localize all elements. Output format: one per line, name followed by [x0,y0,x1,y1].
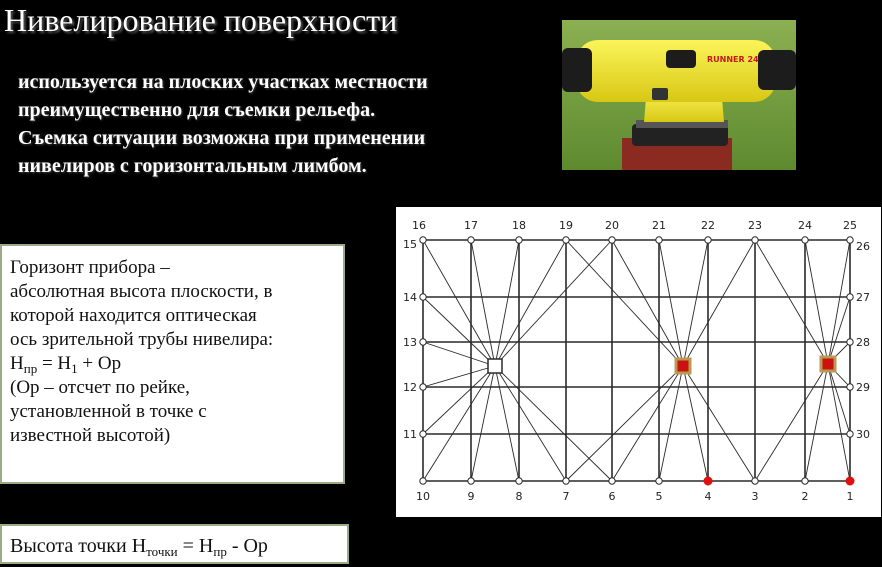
point-label: 11 [403,428,417,441]
point-label: 16 [412,219,426,232]
survey-point [656,237,662,243]
point-label: 18 [512,219,526,232]
sight-ray [659,366,683,481]
point-label: 15 [403,238,417,251]
point-label: 6 [608,490,616,503]
definition-line-4: ось зрительной трубы нивелира: [10,329,274,350]
survey-point [563,478,569,484]
sight-ray [683,366,755,481]
instrument-station-3 [821,357,835,371]
leveling-grid-diagram [396,207,881,517]
survey-point [802,237,808,243]
point-label: 3 [751,490,759,503]
intro-line-4: нивелиров с горизонтальным лимбом. [18,155,367,177]
survey-point [847,294,853,300]
point-label: 25 [843,219,857,232]
sight-ray [495,240,612,366]
point-label: 1 [846,490,854,503]
definition-box [0,244,345,484]
survey-point [705,237,711,243]
point-label: 27 [856,291,870,304]
instrument-station-1 [488,359,502,373]
point-label: 5 [655,490,663,503]
sight-ray [683,366,708,481]
point-label: 23 [748,219,762,232]
intro-line-3: Съемка ситуации возможна при применении [18,127,426,149]
definition-line-1: Горизонт прибора – [10,257,170,278]
note-line-1: (Op – отсчет по рейке, [10,377,190,398]
point-label: 2 [801,490,809,503]
formula-rest: + Op [77,353,122,374]
survey-point [420,237,426,243]
point-label: 24 [798,219,812,232]
survey-point [609,478,615,484]
survey-point [656,478,662,484]
sight-ray [495,366,566,481]
point-height-sub-pr: пр [213,544,227,559]
intro-line-1: используется на плоских участках местности [18,71,428,93]
point-height-tail: - Op [226,535,268,557]
formula-sub-pr: пр [23,361,38,376]
survey-point [516,237,522,243]
level-instrument-image [562,20,796,170]
point-label: 19 [559,219,573,232]
survey-point [802,478,808,484]
intro-text [18,68,538,180]
survey-point [420,294,426,300]
point-label: 8 [515,490,523,503]
photo-brand-text: RUNNER 24 [707,55,759,64]
point-label: 4 [704,490,712,503]
instrument-station-2 [676,359,690,373]
point-label: 14 [403,291,417,304]
point-height-sub-tochki: точки [146,544,178,559]
sight-ray [612,240,683,366]
survey-point [847,384,853,390]
definition-line-3: которой находится оптическая [10,305,257,326]
level-instrument-photo [562,20,796,170]
sight-ray [659,240,683,366]
point-label: 10 [416,490,430,503]
point-height-mid: = H [177,535,214,557]
point-height-box [0,524,349,564]
point-label: 9 [467,490,475,503]
formula-h: H [10,353,24,374]
sight-ray [828,297,850,364]
point-label: 17 [464,219,478,232]
survey-point [752,237,758,243]
survey-point [704,477,712,485]
point-label: 22 [701,219,715,232]
note-line-2: установленной в точке с [10,401,207,422]
sight-ray [495,366,612,481]
point-label: 28 [856,336,870,349]
survey-point [846,477,854,485]
point-label: 13 [403,336,417,349]
survey-point [609,237,615,243]
slide-title: Нивелирование поверхности [4,2,398,38]
sight-ray [495,240,519,366]
point-label: 12 [403,381,417,394]
sight-ray [755,364,828,481]
sight-ray [566,240,683,366]
point-label: 30 [856,428,870,441]
survey-point [847,431,853,437]
survey-point [516,478,522,484]
sight-ray [495,240,566,366]
point-height-label: Высота точки H [10,535,147,557]
survey-point [420,431,426,437]
sight-ray [755,240,828,364]
sight-ray [566,366,683,481]
sight-ray [612,366,683,481]
survey-point [563,237,569,243]
sight-ray [423,240,495,366]
instrument-horizon-formula [10,352,337,376]
note-line-3: известной высотой) [10,425,171,446]
point-label: 29 [856,381,870,394]
point-label: 7 [562,490,570,503]
sight-ray [683,240,755,366]
formula-sub-1: 1 [71,361,78,376]
point-label: 21 [652,219,666,232]
definition-line-2: абсолютная высота плоскости, в [10,281,273,302]
sight-ray [805,364,828,481]
survey-point [847,339,853,345]
sight-ray [495,366,519,481]
survey-point [420,384,426,390]
formula-eq: = H [37,353,72,374]
sight-ray [805,240,828,364]
point-label: 26 [856,240,870,253]
survey-point [752,478,758,484]
survey-point [420,478,426,484]
survey-point [847,237,853,243]
leveling-grid-svg [396,207,881,517]
intro-line-2: преимущественно для съемки рельефа. [18,99,376,121]
sight-ray [423,342,495,366]
survey-point [468,478,474,484]
survey-point [468,237,474,243]
sight-ray [471,366,495,481]
survey-point [420,339,426,345]
sight-ray [683,240,708,366]
point-label: 20 [605,219,619,232]
sight-ray [471,240,495,366]
